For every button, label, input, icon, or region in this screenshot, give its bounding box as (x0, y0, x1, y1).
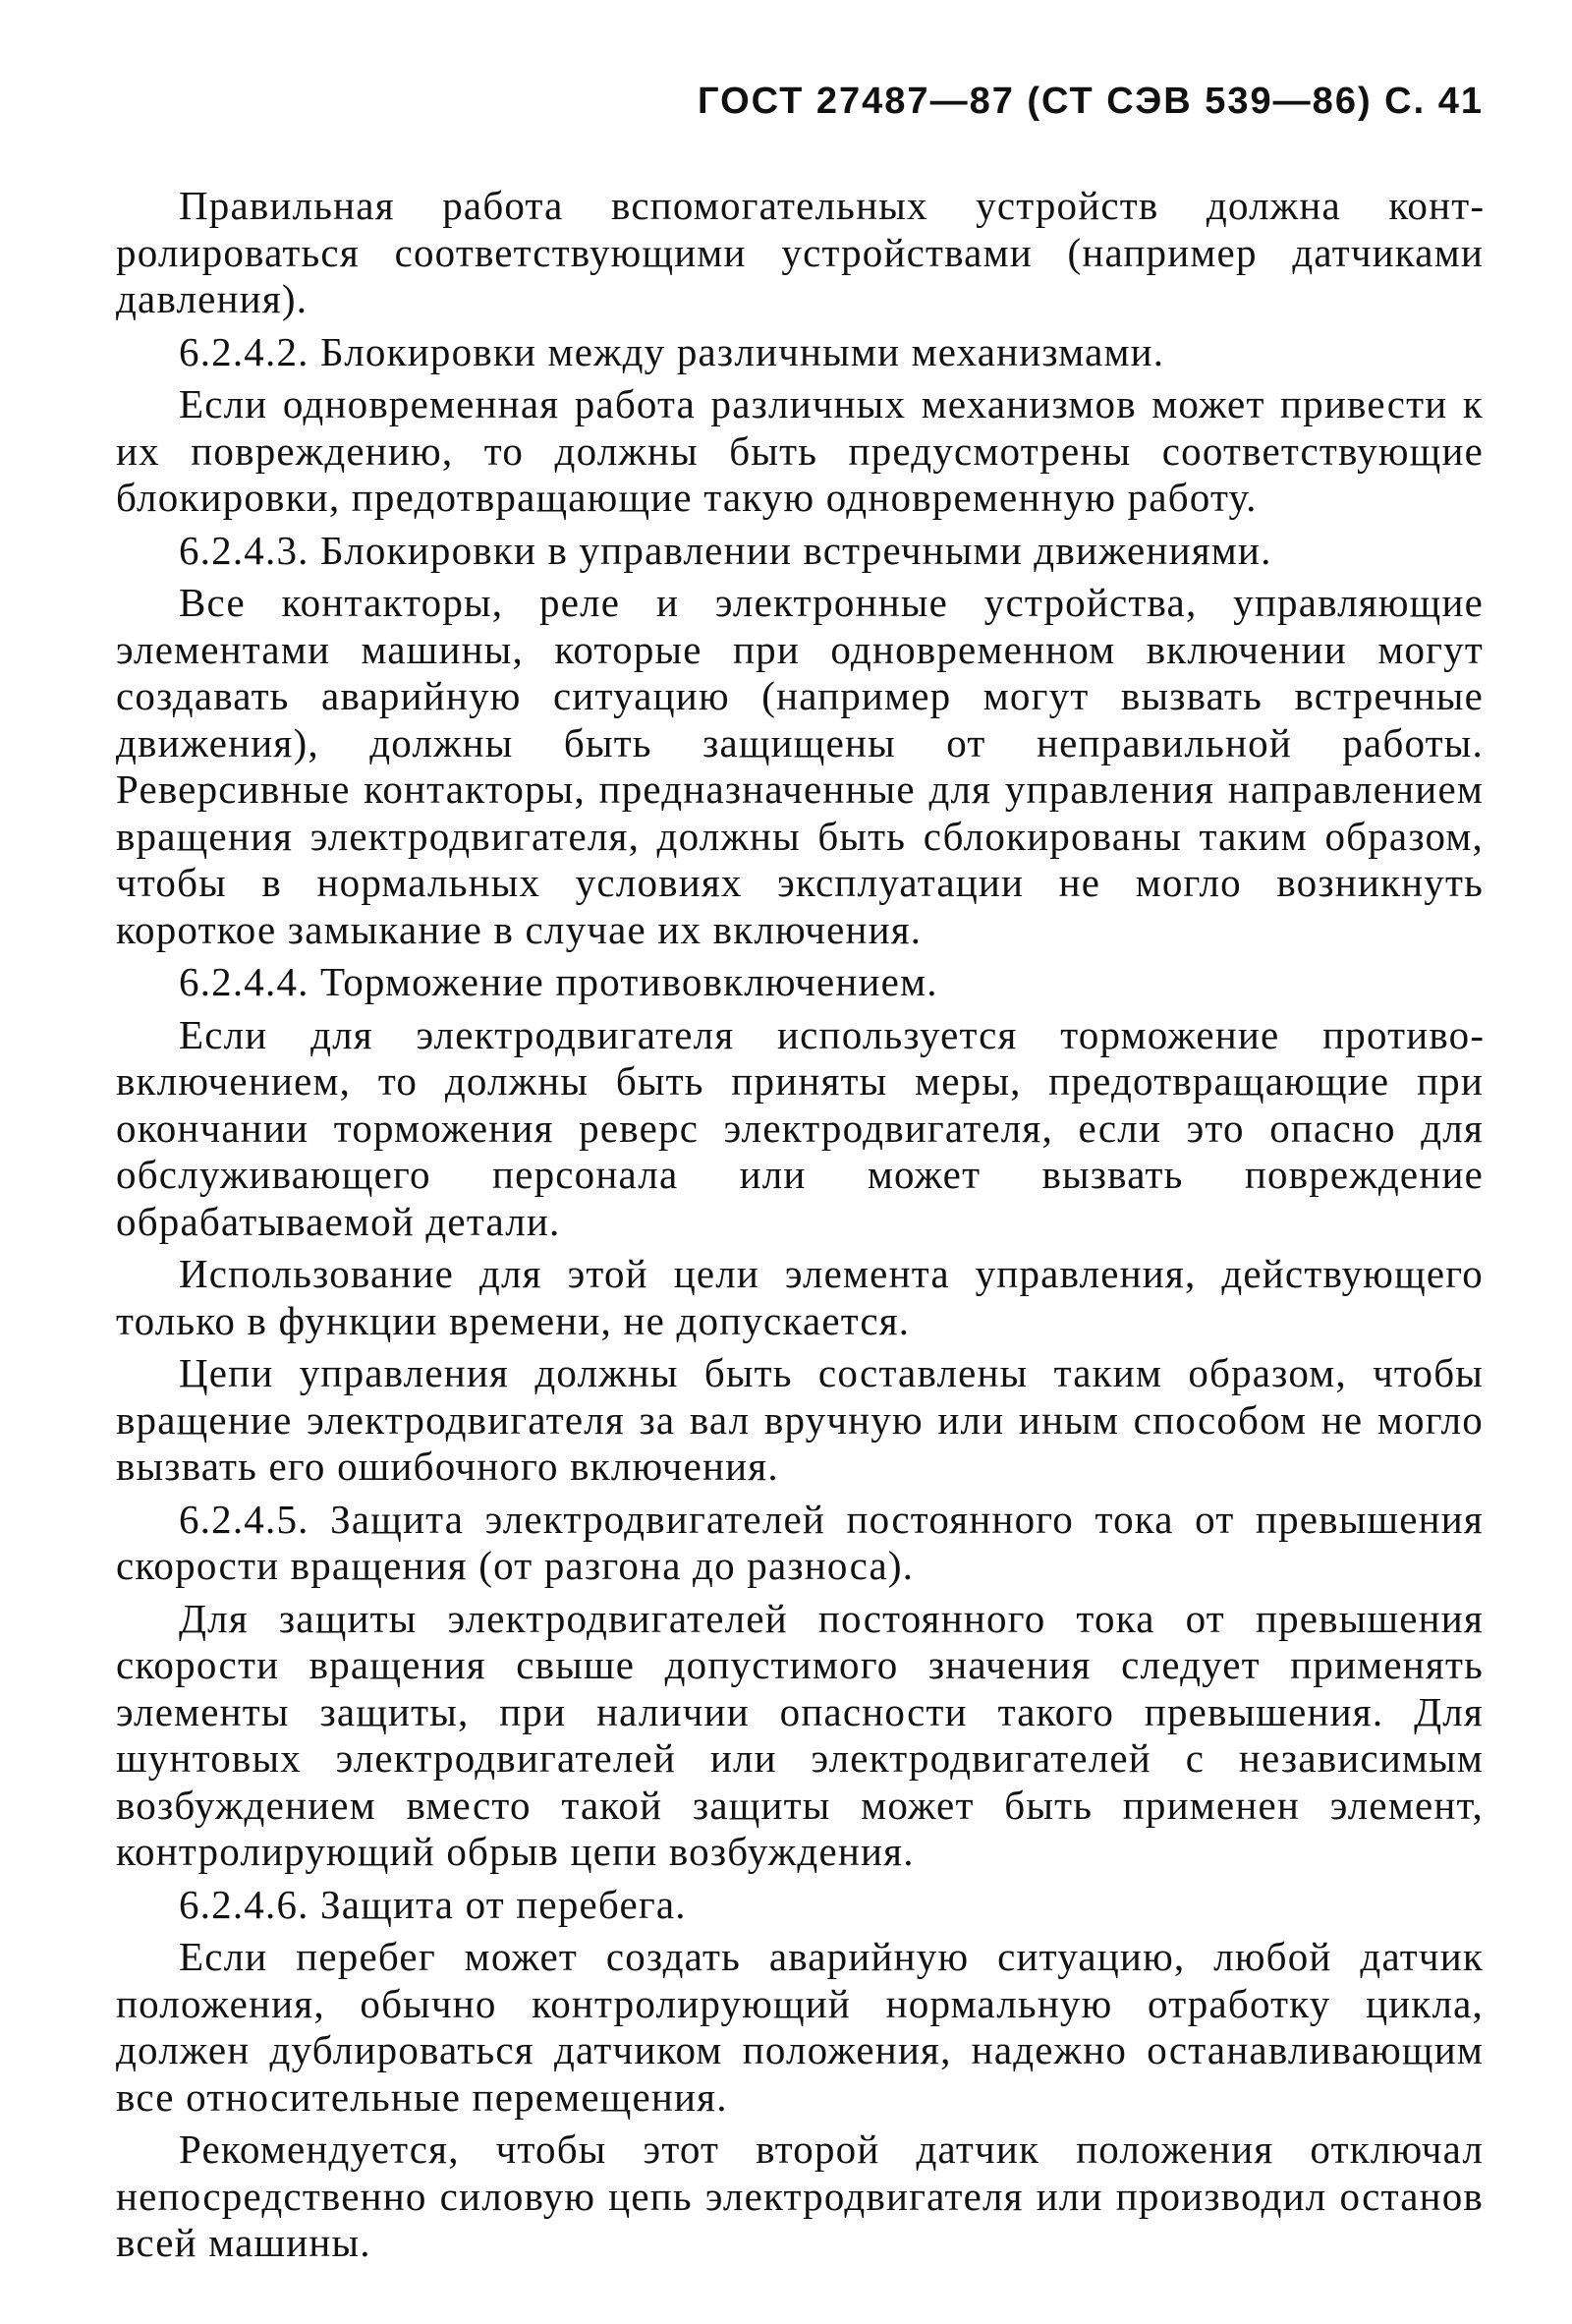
running-header: ГОСТ 27487—87 (СТ СЭВ 539—86) С. 41 (698, 81, 1484, 122)
paragraph-contactors: Все контакторы, реле и электронные устройства, управляющие элементами машины, которые при одновременном включении могут создавать аварийную ситуацию (например могут вызвать встречные движения), должны быть защищены от неправильной работы. Реверсивные контакторы, предназначенные для управления направлением вращения электродвигателя, должны быть сблокированы таким образом, чтобы в нормальных условиях эксплуатации не могло возникнуть короткое замыкание в случае их включения. (116, 580, 1484, 952)
paragraph-overspeed-protection: Для защиты электродвигателей постоянного тока от превышения скорости вращения свыше допустимого значения следует применять элементы защиты, при наличии опасности такого превышения. Для шунтовых электродвигателей или электродвигателей с независимым возбуждением вместо такой защиты может быть применен элемент, контролирующий обрыв цепи возбуждения. (116, 1595, 1484, 1874)
body-text (116, 183, 1484, 2273)
paragraph-time-function: Использование для этой цели элемента управления, действующего только в функции времени, не допускается. (116, 1251, 1484, 1343)
section-heading-6-2-4-3: 6.2.4.3. Блокировки в управлении встречными движениями. (179, 527, 1272, 573)
paragraph-plugging-braking: Если для электродвигателя используется торможение противовключением, то должны быть приняты меры, предотвращающие при окончании торможения реверс электродвигателя, если это опасно для обслуживающего персонала или может вызвать повреждение обрабатываемой детали. (116, 1011, 1484, 1244)
section-heading-6-2-4-4: 6.2.4.4. Торможение противовключением. (179, 959, 938, 1004)
section-heading-6-2-4-6: 6.2.4.6. Защита от перебега. (179, 1881, 687, 1927)
paragraph-overtravel: Если перебег может создать аварийную ситуацию, любой датчик положения, обычно контролирующий нормальную отработку цикла, должен дублироваться датчиком положения, надежно останавливающим все относительные перемещения. (116, 1934, 1484, 2120)
paragraph-auxiliary-devices: Правильная работа вспомогательных устройств должна контролироваться соответствующими устройствами (например датчиками давления). (116, 183, 1484, 321)
section-heading-6-2-4-5: 6.2.4.5. Защита электродвигателей постоянного тока от превышения скорости вращения (от разгона до разноса). (116, 1496, 1484, 1588)
paragraph-control-circuits: Цепи управления должны быть составлены таким образом, чтобы вращение электродвигателя за вал вручную или иным способом не могло вызвать его ошибочного включения. (116, 1350, 1484, 1489)
paragraph-second-sensor: Рекомендуется, чтобы этот второй датчик положения отключал непосредственно силовую цепь электродвигателя или производил останов всей машины. (116, 2126, 1484, 2265)
section-heading-6-2-4-2: 6.2.4.2. Блокировки между различными механизмами. (179, 328, 1165, 374)
paragraph-mechanism-interlocks: Если одновременная работа различных механизмов может привести к их повреждению, то должны быть предусмотрены соответствующие блокировки, предотвращающие такую одновременную работу. (116, 381, 1484, 520)
